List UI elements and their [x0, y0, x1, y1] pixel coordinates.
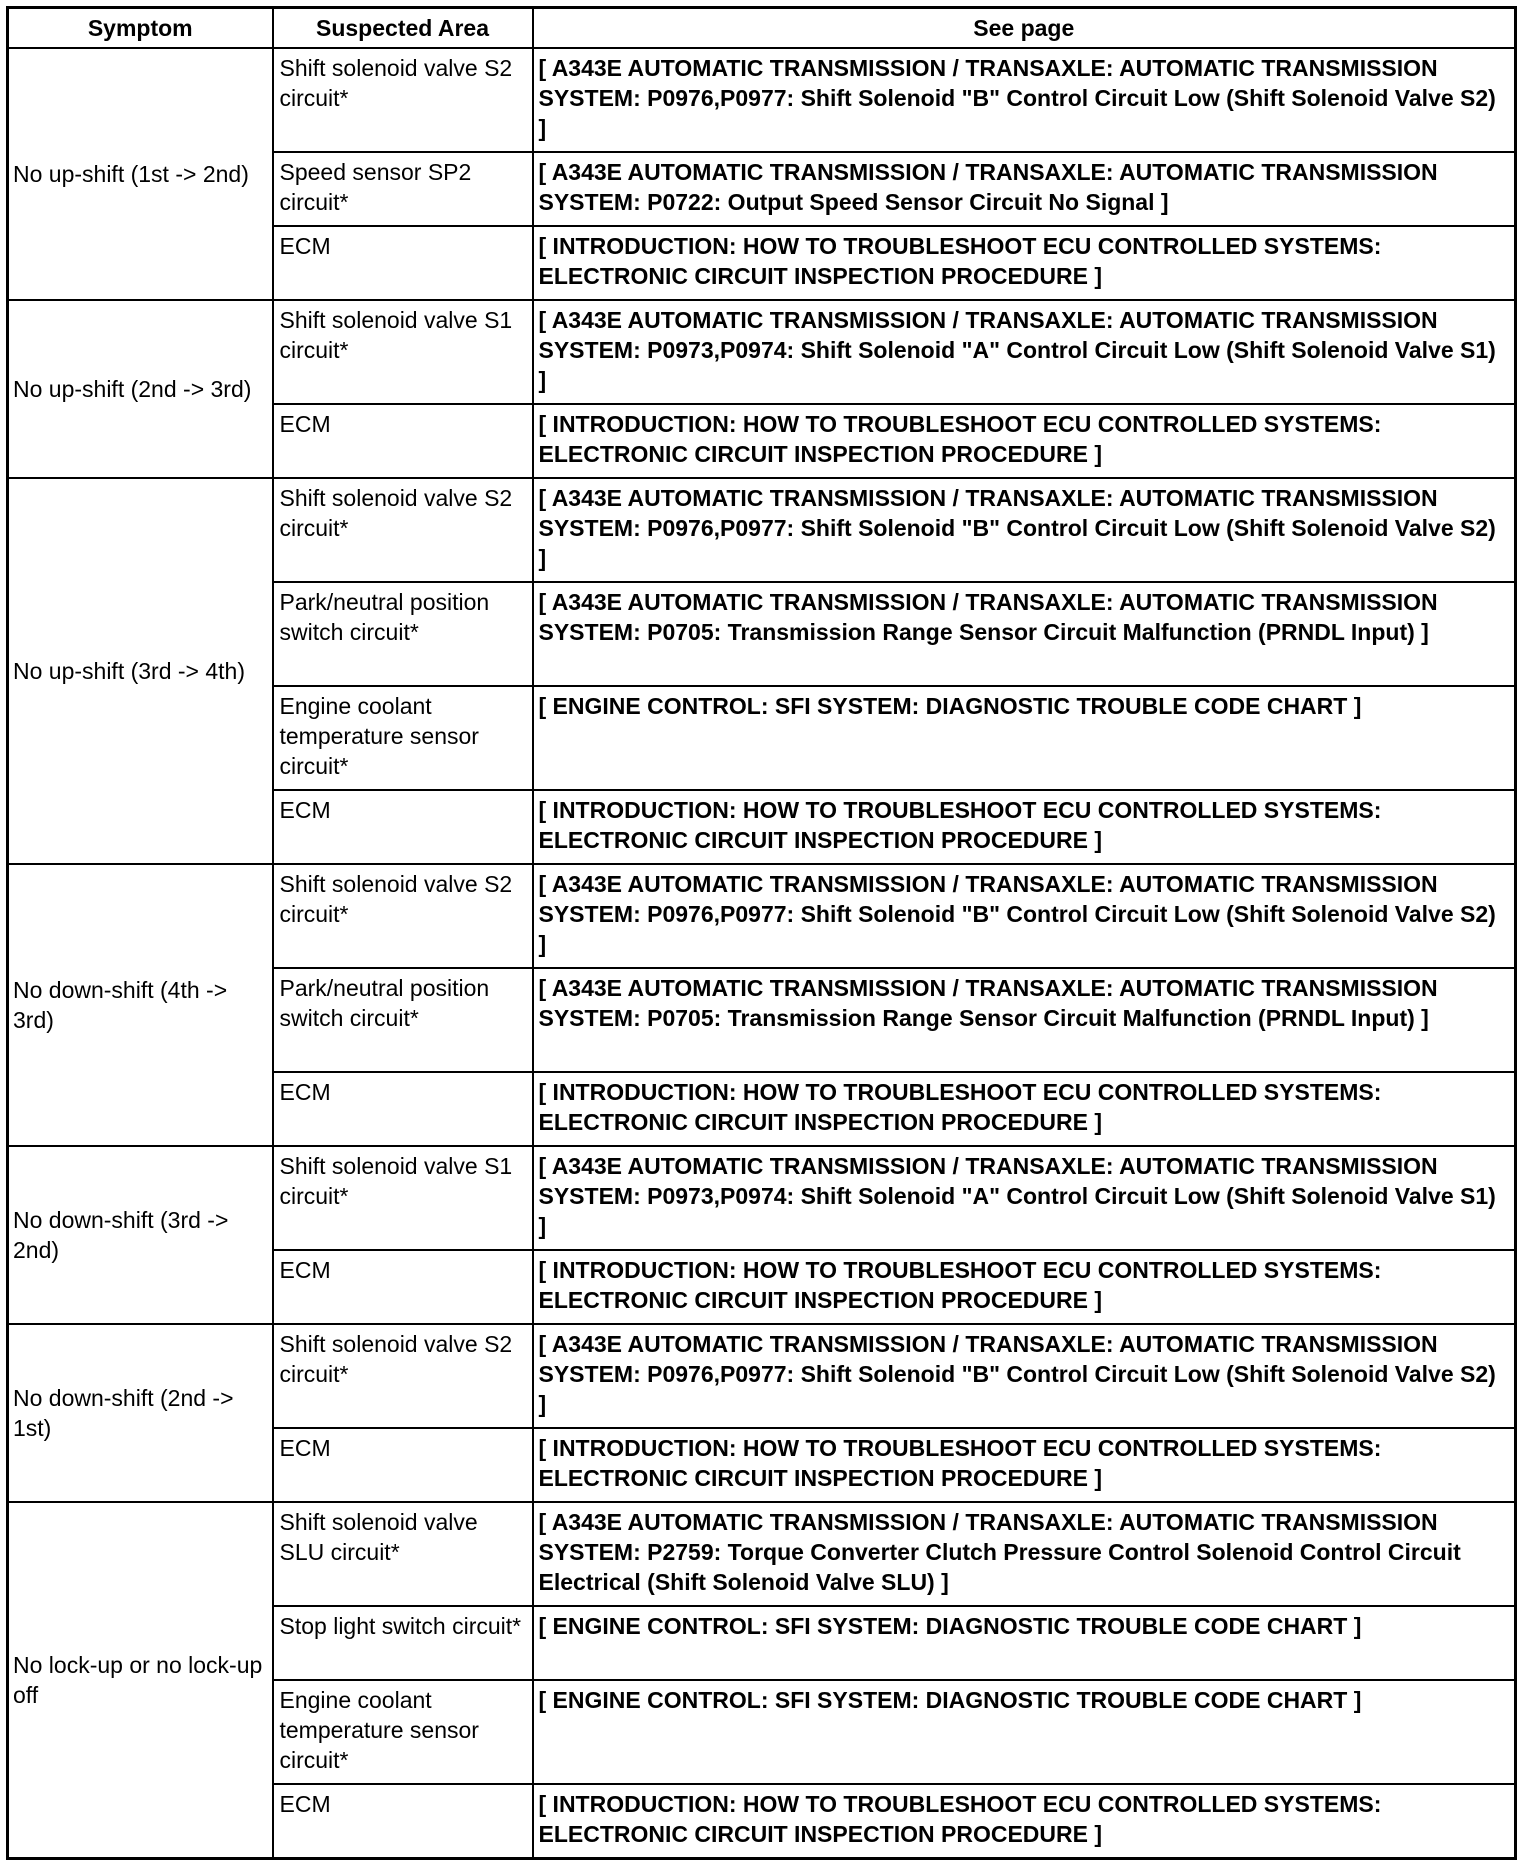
suspected-area-cell: Speed sensor SP2 circuit* — [273, 152, 533, 226]
see-page-reference[interactable]: [ A343E AUTOMATIC TRANSMISSION / TRANSAXLE: AUTOMATIC TRANSMISSION SYSTEM: P0722: Output Speed Sensor Circuit No Signal ] — [533, 152, 1516, 226]
table-row — [8, 1324, 1516, 1428]
suspected-area-cell: Shift solenoid valve S2 circuit* — [273, 1324, 533, 1428]
table-row — [8, 1502, 1516, 1606]
see-page-reference[interactable]: [ INTRODUCTION: HOW TO TROUBLESHOOT ECU CONTROLLED SYSTEMS: ELECTRONIC CIRCUIT INSPECTION PROCEDURE ] — [533, 1072, 1516, 1146]
document-page — [6, 6, 1514, 1860]
table-header-row — [8, 8, 1516, 49]
suspected-area-cell: Shift solenoid valve SLU circuit* — [273, 1502, 533, 1606]
table-row — [8, 1146, 1516, 1250]
suspected-area-cell: Park/neutral position switch circuit* — [273, 582, 533, 686]
suspected-area-cell: Park/neutral position switch circuit* — [273, 968, 533, 1072]
symptom-cell: No up-shift (1st -> 2nd) — [8, 48, 273, 300]
suspected-area-cell: Shift solenoid valve S1 circuit* — [273, 1146, 533, 1250]
symptom-cell: No down-shift (2nd -> 1st) — [8, 1324, 273, 1502]
suspected-area-cell: Engine coolant temperature sensor circuit* — [273, 1680, 533, 1784]
see-page-reference[interactable]: [ ENGINE CONTROL: SFI SYSTEM: DIAGNOSTIC TROUBLE CODE CHART ] — [533, 1680, 1516, 1784]
suspected-area-cell: ECM — [273, 790, 533, 864]
troubleshooting-table — [6, 6, 1517, 1860]
see-page-reference[interactable]: [ INTRODUCTION: HOW TO TROUBLESHOOT ECU CONTROLLED SYSTEMS: ELECTRONIC CIRCUIT INSPECTION PROCEDURE ] — [533, 226, 1516, 300]
see-page-reference[interactable]: [ INTRODUCTION: HOW TO TROUBLESHOOT ECU CONTROLLED SYSTEMS: ELECTRONIC CIRCUIT INSPECTION PROCEDURE ] — [533, 790, 1516, 864]
table-row — [8, 478, 1516, 582]
see-page-reference[interactable]: [ A343E AUTOMATIC TRANSMISSION / TRANSAXLE: AUTOMATIC TRANSMISSION SYSTEM: P0976,P0977: Shift Solenoid "B" Control Circuit Low (Shift Solenoid Valve S2) ] — [533, 478, 1516, 582]
suspected-area-cell: Engine coolant temperature sensor circuit* — [273, 686, 533, 790]
suspected-area-cell: ECM — [273, 226, 533, 300]
see-page-reference[interactable]: [ A343E AUTOMATIC TRANSMISSION / TRANSAXLE: AUTOMATIC TRANSMISSION SYSTEM: P0705: Transmission Range Sensor Circuit Malfunction (PRNDL Input) ] — [533, 968, 1516, 1072]
suspected-area-cell: ECM — [273, 1784, 533, 1859]
see-page-reference[interactable]: [ INTRODUCTION: HOW TO TROUBLESHOOT ECU CONTROLLED SYSTEMS: ELECTRONIC CIRCUIT INSPECTION PROCEDURE ] — [533, 404, 1516, 478]
see-page-reference[interactable]: [ A343E AUTOMATIC TRANSMISSION / TRANSAXLE: AUTOMATIC TRANSMISSION SYSTEM: P0973,P0974: Shift Solenoid "A" Control Circuit Low (Shift Solenoid Valve S1) ] — [533, 300, 1516, 404]
header-suspected-area: Suspected Area — [273, 8, 533, 49]
header-symptom: Symptom — [8, 8, 273, 49]
see-page-reference[interactable]: [ A343E AUTOMATIC TRANSMISSION / TRANSAXLE: AUTOMATIC TRANSMISSION SYSTEM: P0705: Transmission Range Sensor Circuit Malfunction (PRNDL Input) ] — [533, 582, 1516, 686]
table-body — [8, 48, 1516, 1859]
suspected-area-cell: ECM — [273, 1250, 533, 1324]
symptom-cell: No up-shift (2nd -> 3rd) — [8, 300, 273, 478]
see-page-reference[interactable]: [ ENGINE CONTROL: SFI SYSTEM: DIAGNOSTIC TROUBLE CODE CHART ] — [533, 686, 1516, 790]
suspected-area-cell: Shift solenoid valve S1 circuit* — [273, 300, 533, 404]
suspected-area-cell: Stop light switch circuit* — [273, 1606, 533, 1680]
header-see-page: See page — [533, 8, 1516, 49]
see-page-reference[interactable]: [ A343E AUTOMATIC TRANSMISSION / TRANSAXLE: AUTOMATIC TRANSMISSION SYSTEM: P0976,P0977: Shift Solenoid "B" Control Circuit Low (Shift Solenoid Valve S2) ] — [533, 48, 1516, 152]
suspected-area-cell: ECM — [273, 404, 533, 478]
see-page-reference[interactable]: [ INTRODUCTION: HOW TO TROUBLESHOOT ECU CONTROLLED SYSTEMS: ELECTRONIC CIRCUIT INSPECTION PROCEDURE ] — [533, 1428, 1516, 1502]
table-row — [8, 300, 1516, 404]
suspected-area-cell: Shift solenoid valve S2 circuit* — [273, 864, 533, 968]
symptom-cell: No down-shift (3rd -> 2nd) — [8, 1146, 273, 1324]
symptom-cell: No down-shift (4th -> 3rd) — [8, 864, 273, 1146]
table-row — [8, 48, 1516, 152]
see-page-reference[interactable]: [ A343E AUTOMATIC TRANSMISSION / TRANSAXLE: AUTOMATIC TRANSMISSION SYSTEM: P0976,P0977: Shift Solenoid "B" Control Circuit Low (Shift Solenoid Valve S2) ] — [533, 1324, 1516, 1428]
suspected-area-cell: ECM — [273, 1428, 533, 1502]
suspected-area-cell: Shift solenoid valve S2 circuit* — [273, 48, 533, 152]
suspected-area-cell: Shift solenoid valve S2 circuit* — [273, 478, 533, 582]
see-page-reference[interactable]: [ ENGINE CONTROL: SFI SYSTEM: DIAGNOSTIC TROUBLE CODE CHART ] — [533, 1606, 1516, 1680]
symptom-cell: No lock-up or no lock-up off — [8, 1502, 273, 1859]
see-page-reference[interactable]: [ A343E AUTOMATIC TRANSMISSION / TRANSAXLE: AUTOMATIC TRANSMISSION SYSTEM: P2759: Torque Converter Clutch Pressure Control Solenoid Control Circuit Electrical (Shift Solenoid Valve SLU) ] — [533, 1502, 1516, 1606]
suspected-area-cell: ECM — [273, 1072, 533, 1146]
see-page-reference[interactable]: [ A343E AUTOMATIC TRANSMISSION / TRANSAXLE: AUTOMATIC TRANSMISSION SYSTEM: P0976,P0977: Shift Solenoid "B" Control Circuit Low (Shift Solenoid Valve S2) ] — [533, 864, 1516, 968]
table-row — [8, 864, 1516, 968]
see-page-reference[interactable]: [ INTRODUCTION: HOW TO TROUBLESHOOT ECU CONTROLLED SYSTEMS: ELECTRONIC CIRCUIT INSPECTION PROCEDURE ] — [533, 1784, 1516, 1859]
see-page-reference[interactable]: [ A343E AUTOMATIC TRANSMISSION / TRANSAXLE: AUTOMATIC TRANSMISSION SYSTEM: P0973,P0974: Shift Solenoid "A" Control Circuit Low (Shift Solenoid Valve S1) ] — [533, 1146, 1516, 1250]
symptom-cell: No up-shift (3rd -> 4th) — [8, 478, 273, 864]
see-page-reference[interactable]: [ INTRODUCTION: HOW TO TROUBLESHOOT ECU CONTROLLED SYSTEMS: ELECTRONIC CIRCUIT INSPECTION PROCEDURE ] — [533, 1250, 1516, 1324]
